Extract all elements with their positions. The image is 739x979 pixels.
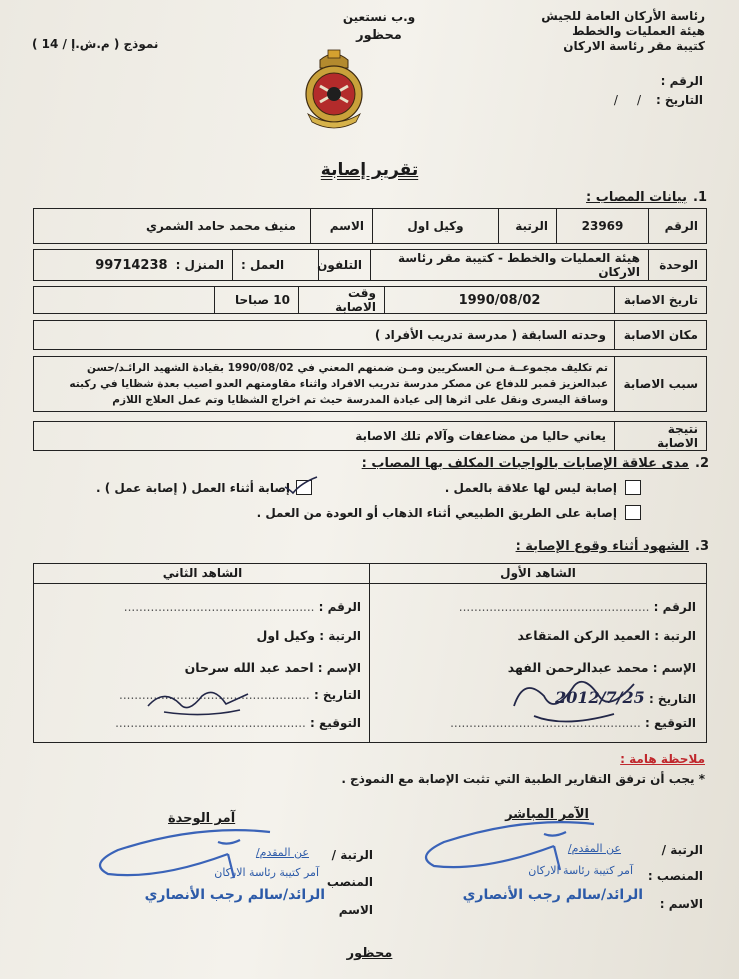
injury-result-row bbox=[33, 421, 707, 451]
direct-rank-value: عن المقدم/ bbox=[567, 842, 621, 855]
number-value: 23969 bbox=[556, 209, 648, 243]
option-3-checkbox[interactable] bbox=[625, 505, 641, 520]
witness-1-rank bbox=[517, 628, 696, 643]
witness-1-name-label: الإسم : bbox=[652, 661, 696, 675]
injury-date-row bbox=[33, 286, 707, 314]
injury-time-label: وقت الاصابة bbox=[298, 287, 384, 313]
witness-1-name-value: محمد عبدالرحمن الفهد bbox=[507, 660, 649, 675]
witnesses-table bbox=[33, 563, 707, 743]
injury-cause-label: سبب الاصابة bbox=[614, 357, 706, 411]
note-title: ملاحظة هامة : bbox=[620, 752, 705, 766]
direct-name-label: الاسم : bbox=[659, 897, 703, 911]
footer-classification: محظور bbox=[346, 946, 393, 961]
section-1-number: 1. bbox=[693, 190, 707, 205]
injured-id-row bbox=[33, 208, 707, 244]
direct-position-label: المنصب : bbox=[647, 869, 703, 883]
unit-commander-signature-icon bbox=[78, 818, 278, 888]
injury-cause-text bbox=[34, 357, 614, 411]
witness-2-number-label: الرقم : bbox=[318, 600, 361, 614]
injury-date-value: 1990/08/02 bbox=[384, 287, 614, 313]
option-not-work-related[interactable] bbox=[445, 480, 641, 495]
direct-position-value: آمر كتيبة رئاسة الاركان bbox=[528, 864, 633, 877]
direct-commander-signature-icon bbox=[404, 812, 604, 882]
unit-row bbox=[33, 249, 707, 281]
witness-1-date-value: 2012/7/25 bbox=[555, 688, 645, 707]
check-mark-icon bbox=[283, 475, 319, 495]
option-work-injury[interactable] bbox=[96, 480, 312, 495]
injury-place-row bbox=[33, 320, 707, 350]
army-emblem-icon bbox=[298, 46, 370, 132]
name-label: الاسم bbox=[310, 209, 372, 243]
option-commute-injury[interactable] bbox=[257, 505, 641, 520]
witness-1-signature-scribble-icon bbox=[504, 666, 654, 732]
option-3-label: إصابة على الطريق الطبيعي أثناء الذهاب أو العودة من العمل . bbox=[256, 505, 617, 520]
witness-1-rank-label: الرتبة : bbox=[654, 629, 696, 643]
witness-1-number-label: الرقم : bbox=[653, 600, 696, 614]
witness-2-signature-scribble-icon bbox=[144, 682, 254, 722]
witness-2-sign-label: التوقيع : bbox=[310, 716, 361, 730]
unit-rank-label: الرتبة / bbox=[331, 848, 373, 862]
section-3-header bbox=[516, 539, 709, 554]
form-code: نموذج ( م.ش.إ / 14 ) bbox=[32, 37, 159, 51]
cause-line-2: عبدالعزيز قمبر للدفاع عن مصكر مدرسة تدريب الافراد واثناء مقاومتهم العدو اصيب بعدة شظايا في ركبته bbox=[69, 378, 608, 390]
header-date-value: / / bbox=[613, 93, 641, 107]
injury-result-value: يعاني حاليا من مضاعفات وآلام تلك الاصابة bbox=[355, 429, 606, 443]
org-line-1: رئاسة الأركان العامة للجيش bbox=[541, 9, 705, 23]
option-1-checkbox[interactable] bbox=[296, 480, 312, 495]
unit-label: الوحدة bbox=[648, 250, 706, 280]
unit-name-value: الرائد/سالم رجب الأنصاري bbox=[144, 887, 325, 903]
header-date-label: التاريخ : bbox=[655, 93, 703, 107]
witness-1-heading: الشاهد الأول bbox=[370, 564, 706, 584]
witness-2-number: الرقم : .................................................. bbox=[123, 600, 361, 614]
unit-rank-value: عن المقدم/ bbox=[255, 846, 309, 859]
home-phone-cell bbox=[34, 250, 232, 280]
section-3-number: 3. bbox=[695, 539, 709, 554]
section-1-title: بيانات المصاب : bbox=[586, 190, 687, 205]
injury-result-label: نتيجة الاصابة bbox=[614, 422, 706, 450]
direct-rank-label: الرتبة / bbox=[661, 843, 703, 857]
witness-2-rank-value: وكيل اول bbox=[256, 628, 316, 643]
section-1-header bbox=[586, 190, 707, 205]
rank-value: وكيل اول bbox=[372, 209, 498, 243]
unit-value: هيئة العمليات والخطط - كتيبة مقر رئاسة الاركان bbox=[370, 250, 648, 280]
phone-label: التلفون bbox=[318, 250, 370, 280]
org-line-3: كتيبة مقر رئاسة الاركان bbox=[563, 39, 705, 53]
work-label: العمل : bbox=[232, 250, 318, 280]
cause-line-3: وساقة اليسرى ونقل على اثرها إلى عيادة المدرسة حيث تم اخراج الشظايا وتم عمل العلاج اللازم bbox=[112, 394, 608, 406]
injury-time-value: 10 صباحا bbox=[214, 287, 298, 313]
unit-position-label: المنصب bbox=[326, 875, 373, 889]
option-2-label: إصابة ليس لها علاقة بالعمل . bbox=[444, 480, 617, 495]
rank-label: الرتبة bbox=[498, 209, 556, 243]
witness-1-number: الرقم : .................................................. bbox=[458, 600, 696, 614]
injury-place-label: مكان الاصابة bbox=[614, 321, 706, 349]
report-title: تقرير إصابة bbox=[320, 160, 419, 180]
witness-2-name-value: احمد عبد الله سرحان bbox=[184, 660, 314, 675]
classification-top: و.ب نستعين bbox=[342, 10, 416, 24]
name-value: منيف محمد حامد الشمري bbox=[146, 219, 296, 233]
option-1-label: إصابة أثناء العمل ( إصابة عمل ) . bbox=[96, 480, 291, 495]
unit-position-value: آمر كتيبة رئاسة الاركان bbox=[214, 866, 319, 879]
witness-2-heading: الشاهد الثاني bbox=[34, 564, 371, 584]
option-2-checkbox[interactable] bbox=[625, 480, 641, 495]
witness-1-signature: التوقيع : .................................................. bbox=[450, 716, 696, 730]
organization-header bbox=[541, 9, 705, 54]
report-title-wrap bbox=[0, 160, 739, 180]
witness-2-signature: التوقيع : .................................................. bbox=[115, 716, 361, 730]
cause-line-1: تم تكليف مجموعــة مـن العسكريين ومـن ضمنهم المعني في 1990/08/02 بقيادة الشهيد الرائـد/حسن bbox=[87, 362, 608, 374]
witness-1-sign-label: التوقيع : bbox=[645, 716, 696, 730]
direct-name-value: الرائد/سالم رجب الأنصاري bbox=[462, 887, 643, 903]
unit-name-label: الاسم bbox=[338, 903, 373, 917]
unit-commander-heading: آمر الوحدة bbox=[168, 811, 236, 826]
org-line-2: هيئة العمليات والخطط bbox=[572, 24, 705, 38]
injury-cause-row bbox=[33, 356, 707, 412]
footer-wrap bbox=[0, 942, 739, 961]
witness-2-date: التاريخ : .................................................. bbox=[119, 688, 361, 702]
section-2-title: مدى علاقة الإصابات بالواجبات المكلف بها المصاب : bbox=[361, 456, 689, 471]
witness-2-name-label: الإسم : bbox=[317, 661, 361, 675]
direct-commander-heading: الآمر المباشر bbox=[505, 807, 589, 822]
witness-1-date-label: التاريخ : bbox=[648, 692, 696, 706]
injury-place-value: وحدته السابقة ( مدرسة تدريب الأفراد ) bbox=[374, 328, 606, 342]
witness-2-rank bbox=[257, 628, 362, 643]
section-2-number: 2. bbox=[695, 456, 709, 471]
witness-2-date-label: التاريخ : bbox=[313, 688, 361, 702]
witness-2-rank-label: الرتبة : bbox=[319, 629, 361, 643]
section-3-title: الشهود أثناء وقوع الإصابة : bbox=[515, 539, 689, 554]
note-text: * يجب أن ترفق التقارير الطبية التي تثبت الإصابة مع النموذج . bbox=[341, 772, 705, 786]
number-label: الرقم bbox=[648, 209, 706, 243]
injury-date-label: تاريخ الاصابة bbox=[614, 287, 706, 313]
witness-1-rank-value: العميد الركن المتقاعد bbox=[517, 628, 651, 643]
home-value: 99714238 bbox=[95, 257, 168, 273]
reference-label: الرقم : bbox=[660, 74, 703, 88]
classification-top-label: محظور bbox=[356, 28, 402, 43]
home-label: المنزل : bbox=[175, 258, 224, 272]
witness-2-name bbox=[185, 660, 361, 675]
section-2-header bbox=[362, 456, 709, 471]
empty-cell bbox=[34, 287, 214, 313]
